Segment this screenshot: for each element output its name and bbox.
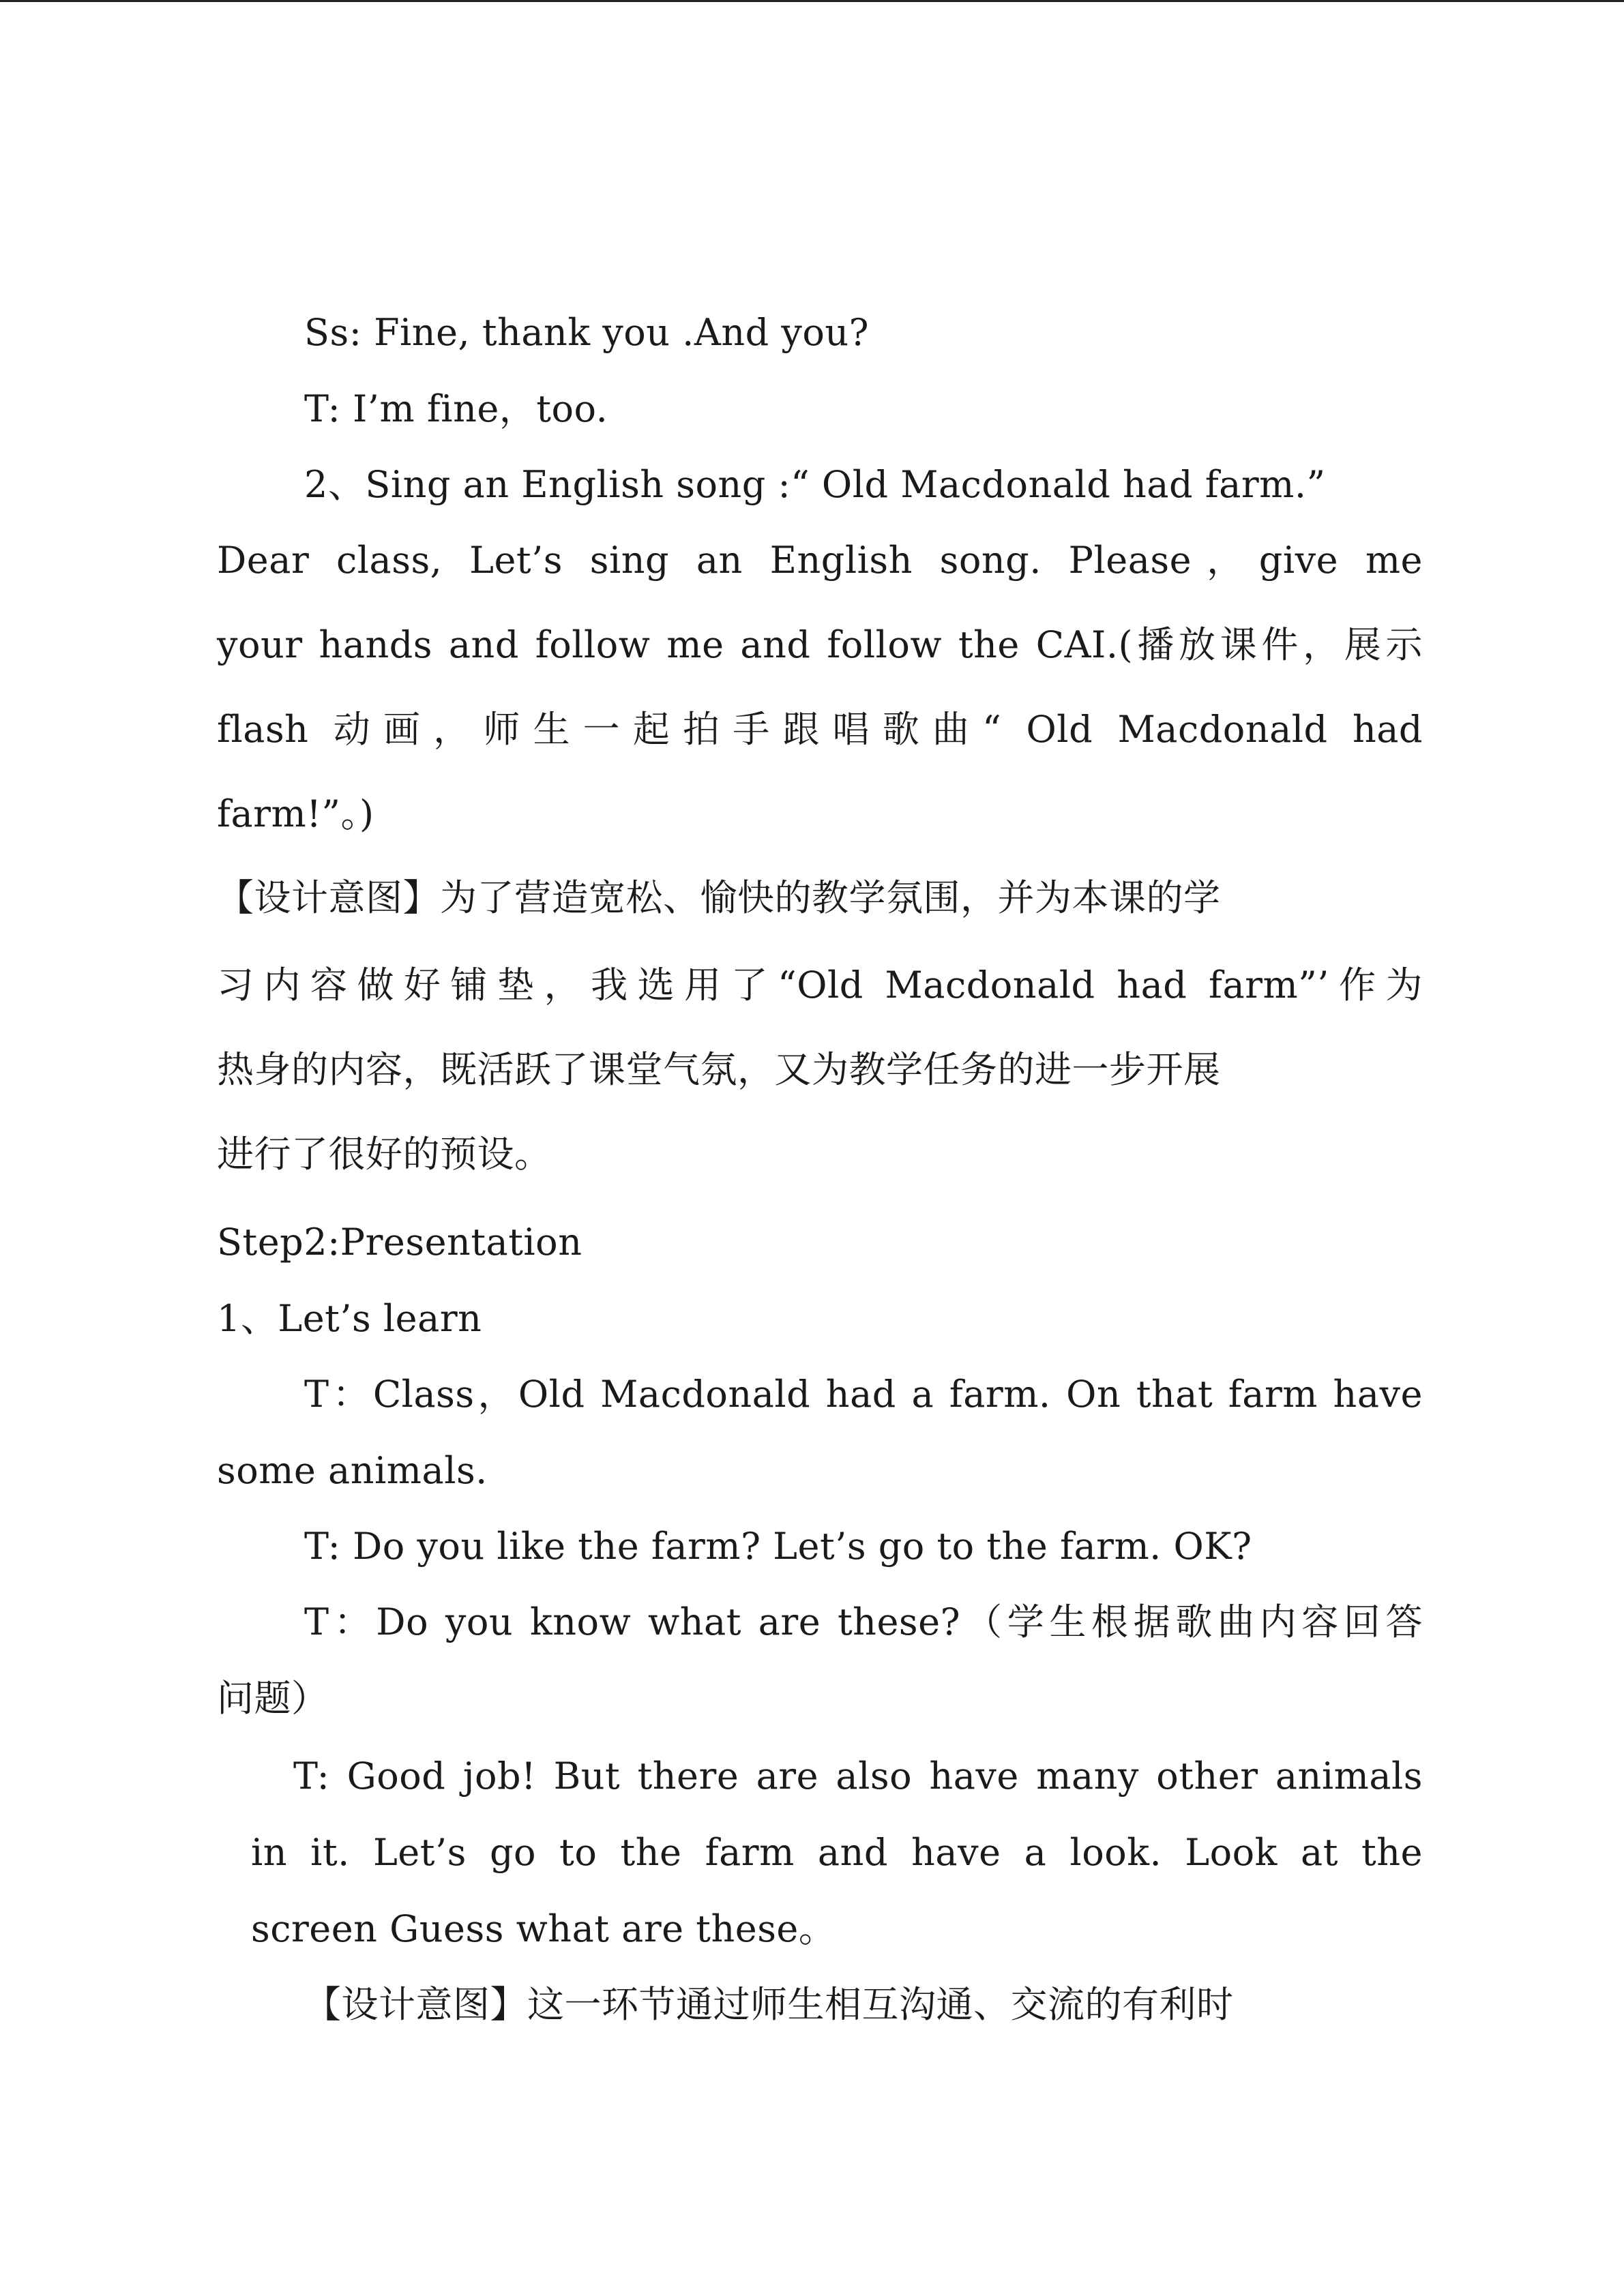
design-intent-heading-line: 【设计意图】为了营造宽松、愉快的教学氛围，并为本课的学 bbox=[217, 876, 1221, 919]
paragraph-line: Dear class, Let’s sing an English song. Please，give me bbox=[217, 539, 1423, 582]
dialogue-line-continued: screen Guess what are these。 bbox=[251, 1907, 836, 1950]
dialogue-line-t-class: T：Class，Old Macdonald had a farm. On that farm have bbox=[304, 1373, 1423, 1416]
section-heading-step2: Step2:Presentation bbox=[217, 1221, 582, 1264]
design-intent-line: 进行了很好的预设。 bbox=[217, 1133, 552, 1176]
subsection-heading-lets-learn: 1、Let’s learn bbox=[217, 1297, 482, 1340]
dialogue-line-continued: 问题） bbox=[217, 1677, 329, 1720]
top-border-rule bbox=[0, 0, 1624, 2]
dialogue-line-continued: some animals. bbox=[217, 1449, 488, 1492]
dialogue-line-continued: in it. Let’s go to the farm and have a look. Look at the bbox=[251, 1831, 1423, 1874]
paragraph-line: flash 动画，师生一起拍手跟唱歌曲“ Old Macdonald had bbox=[217, 708, 1423, 751]
dialogue-line-t-like-farm: T: Do you like the farm? Let’s go to the farm. OK? bbox=[304, 1525, 1252, 1568]
dialogue-line-t-fine-too: T: I’m fine，too. bbox=[304, 387, 608, 430]
paragraph-line: farm!”。) bbox=[217, 792, 374, 835]
paragraph-line: your hands and follow me and follow the CAI.(播放课件，展示 bbox=[217, 623, 1423, 666]
dialogue-line-ss-fine: Ss: Fine, thank you .And you? bbox=[304, 311, 870, 354]
design-intent-heading-line: 【设计意图】这一环节通过师生相互沟通、交流的有利时 bbox=[304, 1983, 1234, 2026]
dialogue-line-t-good-job: T: Good job! But there are also have many other animals bbox=[293, 1755, 1423, 1798]
design-intent-line: 热身的内容，既活跃了课堂气氛，又为教学任务的进一步开展 bbox=[217, 1048, 1221, 1091]
dialogue-line-t-know: T：Do you know what are these?（学生根据歌曲内容回答 bbox=[304, 1600, 1423, 1643]
design-intent-line: 习内容做好铺垫，我选用了“Old Macdonald had farm”’作为 bbox=[217, 964, 1423, 1007]
step-item-sing-song: 2、Sing an English song :“ Old Macdonald had farm.” bbox=[304, 463, 1326, 506]
